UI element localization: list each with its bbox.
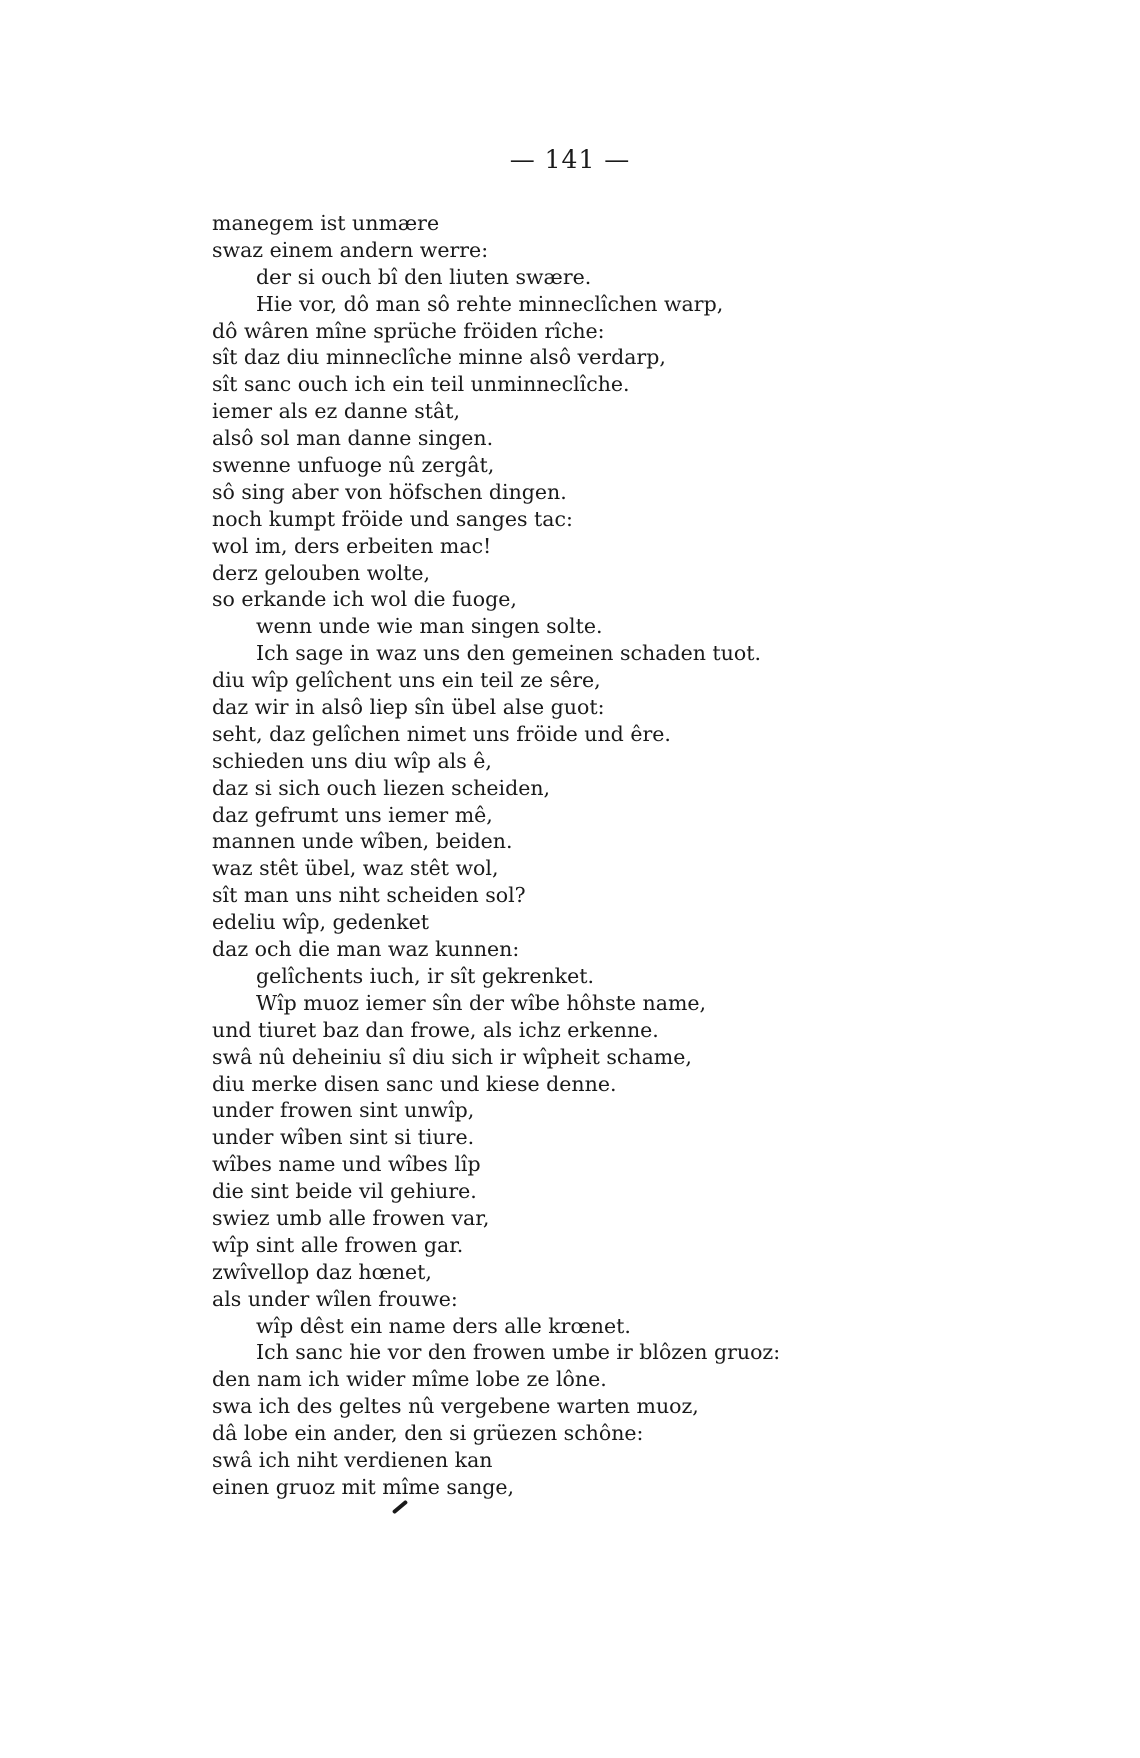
poem-line: mannen unde wîben, beiden. <box>212 829 513 854</box>
poem-line: gelîchents iuch, ir sît gekrenket. <box>256 963 594 988</box>
page-number: — 141 — <box>509 145 631 174</box>
poem-line: derz gelouben wolte, <box>212 560 431 585</box>
poem-line: Ich sage in waz uns den gemeinen schaden tuot. <box>256 641 761 666</box>
poem-line: einen gruoz mit mîme sange, <box>212 1474 515 1499</box>
ink-mark <box>392 1500 408 1515</box>
poem-line: swaz einem andern werre: <box>212 237 489 262</box>
poem-line: Ich sanc hie vor den frowen umbe ir blôzen gruoz: <box>256 1340 781 1365</box>
poem-line: den nam ich wider mîme lobe ze lône. <box>212 1367 607 1392</box>
poem-line: der si ouch bî den liuten swære. <box>256 264 592 289</box>
poem-line: Wîp muoz iemer sîn der wîbe hôhste name, <box>256 990 707 1015</box>
poem-line: daz si sich ouch liezen scheiden, <box>212 775 551 800</box>
poem-line: und tiuret baz dan frowe, als ichz erkenne. <box>212 1017 659 1042</box>
poem-text <box>212 210 1092 1501</box>
poem-line: under frowen sint unwîp, <box>212 1098 475 1123</box>
poem-line: swâ ich niht verdienen kan <box>212 1447 493 1472</box>
poem-line: diu merke disen sanc und kiese denne. <box>212 1071 617 1096</box>
poem-line: under wîben sint si tiure. <box>212 1125 475 1150</box>
poem-line: swâ nû deheiniu sî diu sich ir wîpheit schame, <box>212 1044 692 1069</box>
poem-line: sît sanc ouch ich ein teil unminneclîche. <box>212 372 630 397</box>
poem-line: Hie vor, dô man sô rehte minneclîchen warp, <box>256 291 724 316</box>
poem-line: swenne unfuoge nû zergât, <box>212 453 495 478</box>
poem-line: edeliu wîp, gedenket <box>212 910 429 935</box>
poem-line: die sint beide vil gehiure. <box>212 1179 477 1204</box>
poem-line: sô sing aber von höfschen dingen. <box>212 479 567 504</box>
poem-line: wol im, ders erbeiten mac! <box>212 533 492 558</box>
poem-line: wenn unde wie man singen solte. <box>256 614 603 639</box>
poem-line: daz gefrumt uns iemer mê, <box>212 802 493 827</box>
poem-line: manegem ist unmære <box>212 211 440 235</box>
poem-line: iemer als ez danne stât, <box>212 399 460 424</box>
poem-line: wîp sint alle frowen gar. <box>212 1232 464 1257</box>
poem-line: swiez umb alle frowen var, <box>212 1205 490 1230</box>
poem-line: schieden uns diu wîp als ê, <box>212 748 492 773</box>
poem-line: dô wâren mîne sprüche fröiden rîche: <box>212 318 605 343</box>
poem-line: alsô sol man danne singen. <box>212 426 494 451</box>
poem-line: sît man uns niht scheiden sol? <box>212 883 526 908</box>
poem-line: diu wîp gelîchent uns ein teil ze sêre, <box>212 668 601 693</box>
poem-line: noch kumpt fröide und sanges tac: <box>212 506 573 531</box>
poem-line: sît daz diu minneclîche minne alsô verdarp, <box>212 345 666 370</box>
poem-line: dâ lobe ein ander, den si grüezen schône: <box>212 1421 644 1446</box>
poem-line: zwîvellop daz hœnet, <box>212 1259 432 1284</box>
poem-line: wîbes name und wîbes lîp <box>212 1152 481 1177</box>
poem-line: als under wîlen frouwe: <box>212 1286 458 1311</box>
poem-line: daz wir in alsô liep sîn übel alse guot: <box>212 695 605 720</box>
poem-line: swa ich des geltes nû vergebene warten muoz, <box>212 1394 699 1419</box>
poem-line: seht, daz gelîchen nimet uns fröide und êre. <box>212 721 671 746</box>
poem-line: so erkande ich wol die fuoge, <box>212 587 517 612</box>
poem-line: daz och die man waz kunnen: <box>212 937 520 962</box>
poem-line: wîp dêst ein name ders alle krœnet. <box>256 1313 631 1338</box>
poem-line: waz stêt übel, waz stêt wol, <box>212 856 499 881</box>
